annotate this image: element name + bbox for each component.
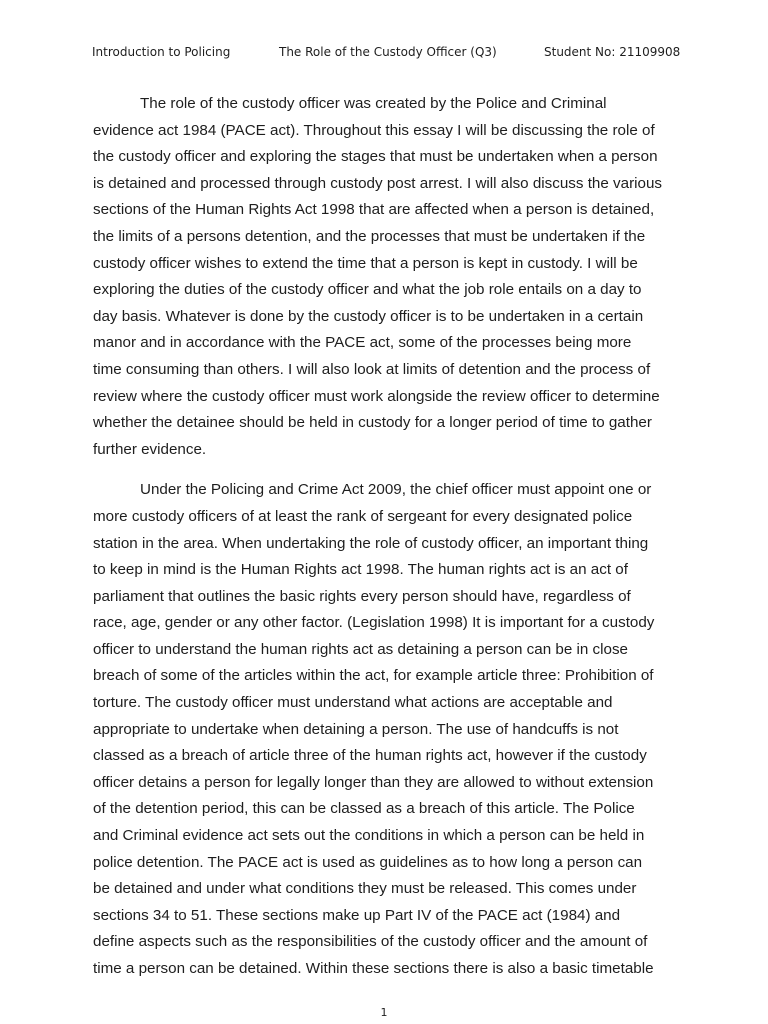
paragraph-line: more custody officers of at least the rank of sergeant for every designated police xyxy=(93,507,633,525)
paragraph-line: manor and in accordance with the PACE act, some of the processes being more xyxy=(93,334,632,352)
paragraph-line: torture. The custody officer must understand what actions are acceptable and xyxy=(93,694,613,712)
paragraph-line: is detained and processed through custody post arrest. I will also discuss the various xyxy=(93,174,662,192)
paragraph-line: appropriate to undertake when detaining a person. The use of handcuffs is not xyxy=(93,720,619,738)
paragraph-line: the limits of a persons detention, and the processes that must be undertaken if the xyxy=(93,227,646,245)
essay-body xyxy=(93,91,683,983)
paragraph-line: Under the Policing and Crime Act 2009, the chief officer must appoint one or xyxy=(140,481,652,499)
paragraph-line: of the detention period, this can be classed as a breach of this article. The Police xyxy=(93,800,635,818)
paragraph-line: and Criminal evidence act sets out the conditions in which a person can be held in xyxy=(93,827,645,845)
paragraph xyxy=(93,91,683,463)
paragraph-line: whether the detainee should be held in custody for a longer period of time to gather xyxy=(93,414,652,432)
paragraph-line: time consuming than others. I will also look at limits of detention and the process of xyxy=(93,360,651,378)
paragraph-line: classed as a breach of article three of the human rights act, however if the custody xyxy=(93,747,647,765)
header-course-title: Introduction to Policing xyxy=(92,45,231,59)
header-student-number: Student No: 21109908 xyxy=(544,45,681,59)
paragraph-line: exploring the duties of the custody officer and what the job role entails on a day to xyxy=(93,281,642,299)
paragraph-line: time a person can be detained. Within these sections there is also a basic timetable xyxy=(93,960,654,977)
paragraph-line: parliament that outlines the basic rights every person should have, regardless of xyxy=(93,587,631,605)
paragraph-line: police detention. The PACE act is used as guidelines as to how long a person can xyxy=(93,853,643,871)
paragraph-line: sections 34 to 51. These sections make up Part IV of the PACE act (1984) and xyxy=(93,906,621,924)
paragraph-line: sections of the Human Rights Act 1998 that are affected when a person is detained, xyxy=(93,201,655,219)
paragraph-line: to keep in mind is the Human Rights act 1998. The human rights act is an act of xyxy=(93,561,628,579)
paragraph-line: officer to understand the human rights act as detaining a person can be in close xyxy=(93,640,628,658)
page-number: 1 xyxy=(380,1006,388,1019)
paragraph-line: officer detains a person for legally longer than they are allowed to without extension xyxy=(93,773,654,791)
page-header xyxy=(0,45,768,65)
paragraph-line: be detained and under what conditions they must be released. This comes under xyxy=(93,880,637,898)
paragraph-line: custody officer wishes to extend the time that a person is kept in custody. I will be xyxy=(93,254,638,272)
paragraph xyxy=(93,477,683,982)
paragraph-line: race, age, gender or any other factor. (Legislation 1998) It is important for a custody xyxy=(93,614,655,632)
paragraph-line: define aspects such as the responsibilities of the custody officer and the amount of xyxy=(93,933,648,951)
paragraph-spacer xyxy=(93,463,683,477)
header-essay-title: The Role of the Custody Officer (Q3) xyxy=(279,45,497,59)
paragraph-line: evidence act 1984 (PACE act). Throughout this essay I will be discussing the role of xyxy=(93,121,655,139)
paragraph-line: the custody officer and exploring the stages that must be undertaken when a person xyxy=(93,148,658,166)
paragraph-line: The role of the custody officer was created by the Police and Criminal xyxy=(140,95,607,112)
paragraph-line: station in the area. When undertaking the role of custody officer, an important thing xyxy=(93,534,649,552)
paragraph-line: review where the custody officer must work alongside the review officer to determine xyxy=(93,387,660,405)
paragraph-line: further evidence. xyxy=(93,440,207,458)
paragraph-line: day basis. Whatever is done by the custody officer is to be undertaken in a certain xyxy=(93,307,644,325)
paragraph-line: breach of some of the articles within the act, for example article three: Prohibition of xyxy=(93,667,654,685)
